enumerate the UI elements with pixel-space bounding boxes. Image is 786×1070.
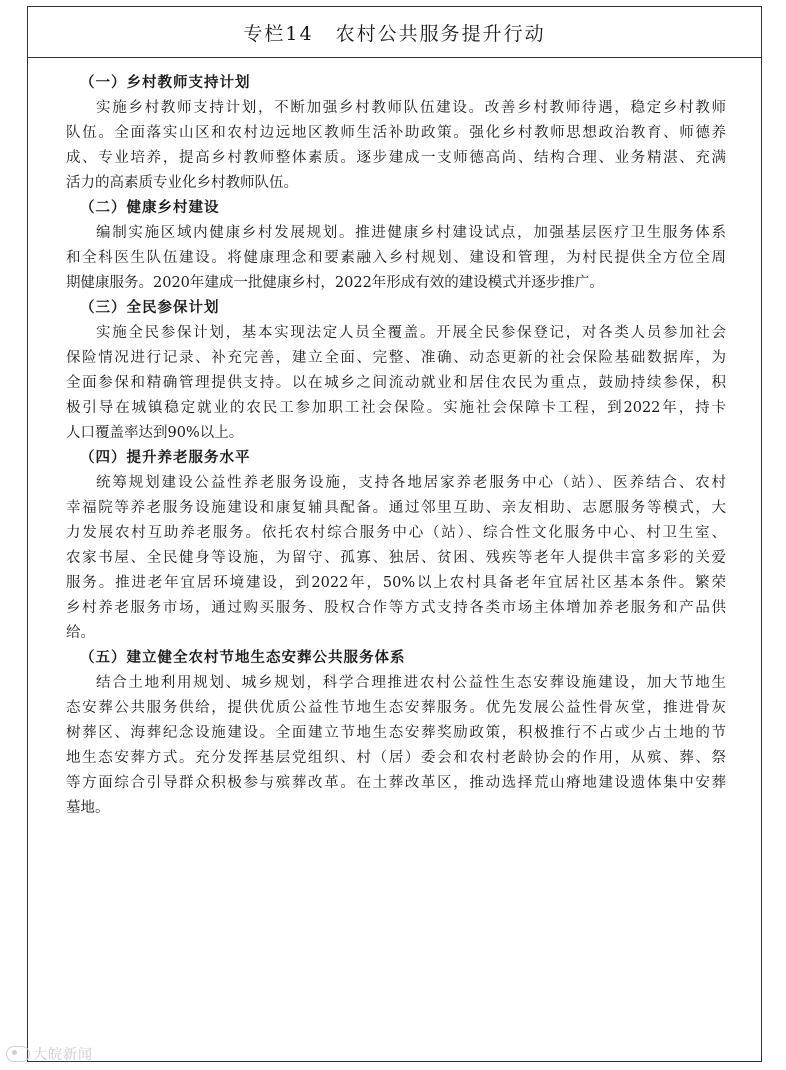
paragraph-line: 服务。推进老年宜居环境建设，到2022年，50%以上农村具备老年宜居社区基本条件。繁荣 xyxy=(66,575,726,591)
paragraph-line: 树葬区、海葬纪念设施建设。全面建立节地生态安葬奖励政策，积极推行不占或少占土地的节 xyxy=(66,725,726,741)
section-heading: （一）乡村教师支持计划 xyxy=(80,75,251,91)
paragraph-line: 等方面综合引导群众积极参与殡葬改革。在土葬改革区，推动选择荒山瘠地建设遗体集中安葬 xyxy=(66,775,726,791)
paragraph-line: 极引导在城镇稳定就业的农民工参加职工社会保险。实施社会保障卡工程，到2022年，持卡 xyxy=(66,400,726,416)
paragraph-line: 态安葬公共服务供给，提供优质公益性节地生态安葬服务。优先发展公益性骨灰堂，推进骨灰 xyxy=(66,700,726,716)
section-heading: （五）建立健全农村节地生态安葬公共服务体系 xyxy=(80,650,406,666)
section xyxy=(66,446,726,646)
paragraph-line: 和全科医生队伍建设。将健康理念和要素融入乡村规划、建设和管理，为村民提供全方位全周 xyxy=(66,250,726,266)
box-title-bar xyxy=(28,7,761,58)
paragraph-line: 墓地。 xyxy=(66,800,110,816)
paragraph-line: 实施全民参保计划，基本实现法定人员全覆盖。开展全民参保登记，对各类人员参加社会 xyxy=(96,325,726,341)
box-title: 农村公共服务提升行动 xyxy=(335,22,546,45)
paragraph-line: 编制实施区域内健康乡村发展规划。推进健康乡村建设试点，加强基层医疗卫生服务体系 xyxy=(96,225,726,241)
section-heading: （四）提升养老服务水平 xyxy=(80,450,251,466)
box-content xyxy=(66,71,726,821)
paragraph-line: 幸福院等养老服务设施建设和康复辅具配备。通过邻里互助、亲友相助、志愿服务等模式，大 xyxy=(66,500,726,516)
paragraph-line: 力发展农村互助养老服务。依托农村综合服务中心（站）、综合性文化服务中心、村卫生室、 xyxy=(66,525,726,541)
paragraph-line: 成、专业培养，提高乡村教师整体素质。逐步建成一支师德高尚、结构合理、业务精湛、充满 xyxy=(66,150,726,166)
paragraph-line: 人口覆盖率达到90%以上。 xyxy=(66,425,244,441)
paragraph-line: 保险情况进行记录、补充完善，建立全面、完整、准确、动态更新的社会保险基础数据库，为 xyxy=(66,350,726,366)
paragraph-line: 结合土地利用规划、城乡规划，科学合理推进农村公益性生态安葬设施建设，加大节地生 xyxy=(96,675,726,691)
paragraph-line: 乡村养老服务市场，通过购买服务、股权合作等方式支持各类市场主体增加养老服务和产品供 xyxy=(66,600,726,616)
paragraph-line: 实施乡村教师支持计划，不断加强乡村教师队伍建设。改善乡村教师待遇，稳定乡村教师 xyxy=(96,100,726,116)
paragraph-line: 统筹规划建设公益性养老服务设施，支持各地居家养老服务中心（站）、医养结合、农村 xyxy=(96,475,726,491)
watermark-text: 大皖新闻 xyxy=(33,1047,93,1063)
section xyxy=(66,71,726,196)
column-box xyxy=(27,6,762,1062)
paragraph-line: 全面参保和精确管理提供支持。以在城乡之间流动就业和居住农民为重点，鼓励持续参保，积 xyxy=(66,375,726,391)
paragraph-line: 活力的高素质专业化乡村教师队伍。 xyxy=(66,175,298,191)
section-heading: （二）健康乡村建设 xyxy=(80,200,220,216)
section xyxy=(66,296,726,446)
watermark-logo-icon xyxy=(6,1046,30,1062)
section xyxy=(66,196,726,296)
paragraph-line: 农家书屋、全民健身等设施，为留守、孤寡、独居、贫困、残疾等老年人提供丰富多彩的关爱 xyxy=(66,550,726,566)
watermark xyxy=(6,1044,93,1064)
paragraph-line: 队伍。全面落实山区和农村边远地区教师生活补助政策。强化乡村教师思想政治教育、师德养 xyxy=(66,125,726,141)
section-heading: （三）全民参保计划 xyxy=(80,300,220,316)
paragraph-line: 期健康服务。2020年建成一批健康乡村，2022年形成有效的建设模式并逐步推广。 xyxy=(66,275,604,291)
paragraph-line: 地生态安葬方式。充分发挥基层党组织、村（居）委会和农村老龄协会的作用，从殡、葬、祭 xyxy=(66,750,726,766)
column-label: 专栏14 xyxy=(243,22,314,45)
section xyxy=(66,646,726,821)
paragraph-line: 给。 xyxy=(66,625,95,641)
